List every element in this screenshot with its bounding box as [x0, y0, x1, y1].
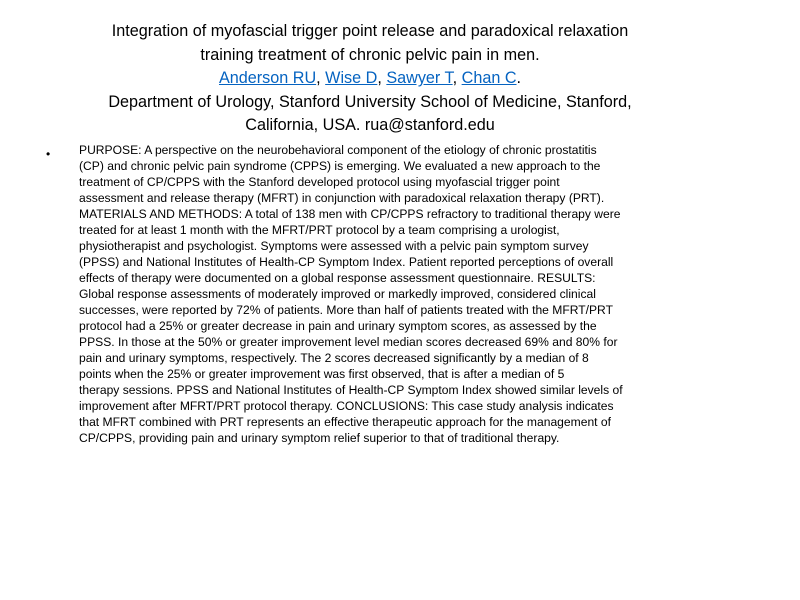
affiliation-line-2: California, USA. rua@stanford.edu: [245, 116, 495, 135]
author-link-anderson[interactable]: Anderson RU: [218, 69, 317, 88]
abstract-line: Global response assessments of moderately improved or markedly improved, considered clinical: [79, 287, 596, 301]
author-separator: ,: [316, 69, 326, 88]
abstract-line: PURPOSE: A perspective on the neurobehavioral component of the etiology of chronic prostatitis: [79, 143, 597, 157]
abstract-text: [79, 142, 759, 446]
abstract-line: CP/CPPS, providing pain and urinary symptom relief superior to that of traditional therapy.: [79, 431, 560, 445]
title-block: [40, 20, 700, 138]
paper-title-line-2: training treatment of chronic pelvic pain in men.: [200, 45, 540, 64]
abstract-line: treated for at least 1 month with the MFRT/PRT protocol by a team comprising a urologist,: [79, 223, 560, 237]
abstract-line: pain and urinary symptoms, respectively. The 2 scores decreased significantly by a median of 8: [79, 351, 589, 365]
abstract-line: effects of therapy were documented on a global response assessment questionnaire. RESULTS:: [79, 271, 596, 285]
affiliation-line-1: Department of Urology, Stanford University School of Medicine, Stanford,: [108, 92, 632, 111]
bullet-marker: •: [46, 147, 51, 161]
author-link-chan[interactable]: Chan C: [461, 69, 517, 88]
abstract-line: MATERIALS AND METHODS: A total of 138 men with CP/CPPS refractory to traditional therapy were: [79, 207, 621, 221]
abstract-line: (PPSS) and National Institutes of Health-CP Symptom Index. Patient reported perceptions of overall: [79, 255, 614, 269]
paper-title-line-1: Integration of myofascial trigger point release and paradoxical relaxation: [111, 22, 629, 40]
author-link-wise[interactable]: Wise D: [325, 69, 378, 88]
abstract-line: successes, were reported by 72% of patients. More than half of patients treated with the MFRT/PRT: [79, 303, 613, 317]
author-separator: ,: [377, 69, 387, 88]
abstract-line: protocol had a 25% or greater decrease in pain and urinary symptom scores, as assessed by the: [79, 319, 597, 333]
author-separator: ,: [452, 69, 462, 88]
abstract-line: (CP) and chronic pelvic pain syndrome (CPPS) is emerging. We evaluated a new approach to the: [79, 159, 601, 173]
author-list: [40, 67, 700, 91]
abstract-line: PPSS. In those at the 50% or greater improvement level median scores decreased 69% and 80% for: [79, 335, 618, 349]
abstract-line: treatment of CP/CPPS with the Stanford developed protocol using myofascial trigger point: [79, 175, 560, 189]
abstract-line: physiotherapist and psychologist. Symptoms were assessed with a pelvic pain symptom survey: [79, 239, 589, 253]
abstract-line: that MFRT combined with PRT represents an effective therapeutic approach for the management of: [79, 415, 611, 429]
author-link-sawyer[interactable]: Sawyer T: [386, 69, 453, 88]
abstract-line: improvement after MFRT/PRT protocol therapy. CONCLUSIONS: This case study analysis indicates: [79, 399, 614, 413]
abstract-line: points when the 25% or greater improvement was first observed, that is after a median of 5: [79, 367, 565, 381]
author-separator: .: [516, 69, 522, 88]
abstract-line: therapy sessions. PPSS and National Institutes of Health-CP Symptom Index showed similar levels of: [79, 383, 623, 397]
abstract-line: assessment and release therapy (MFRT) in conjunction with paradoxical relaxation therapy (PRT).: [79, 191, 605, 205]
